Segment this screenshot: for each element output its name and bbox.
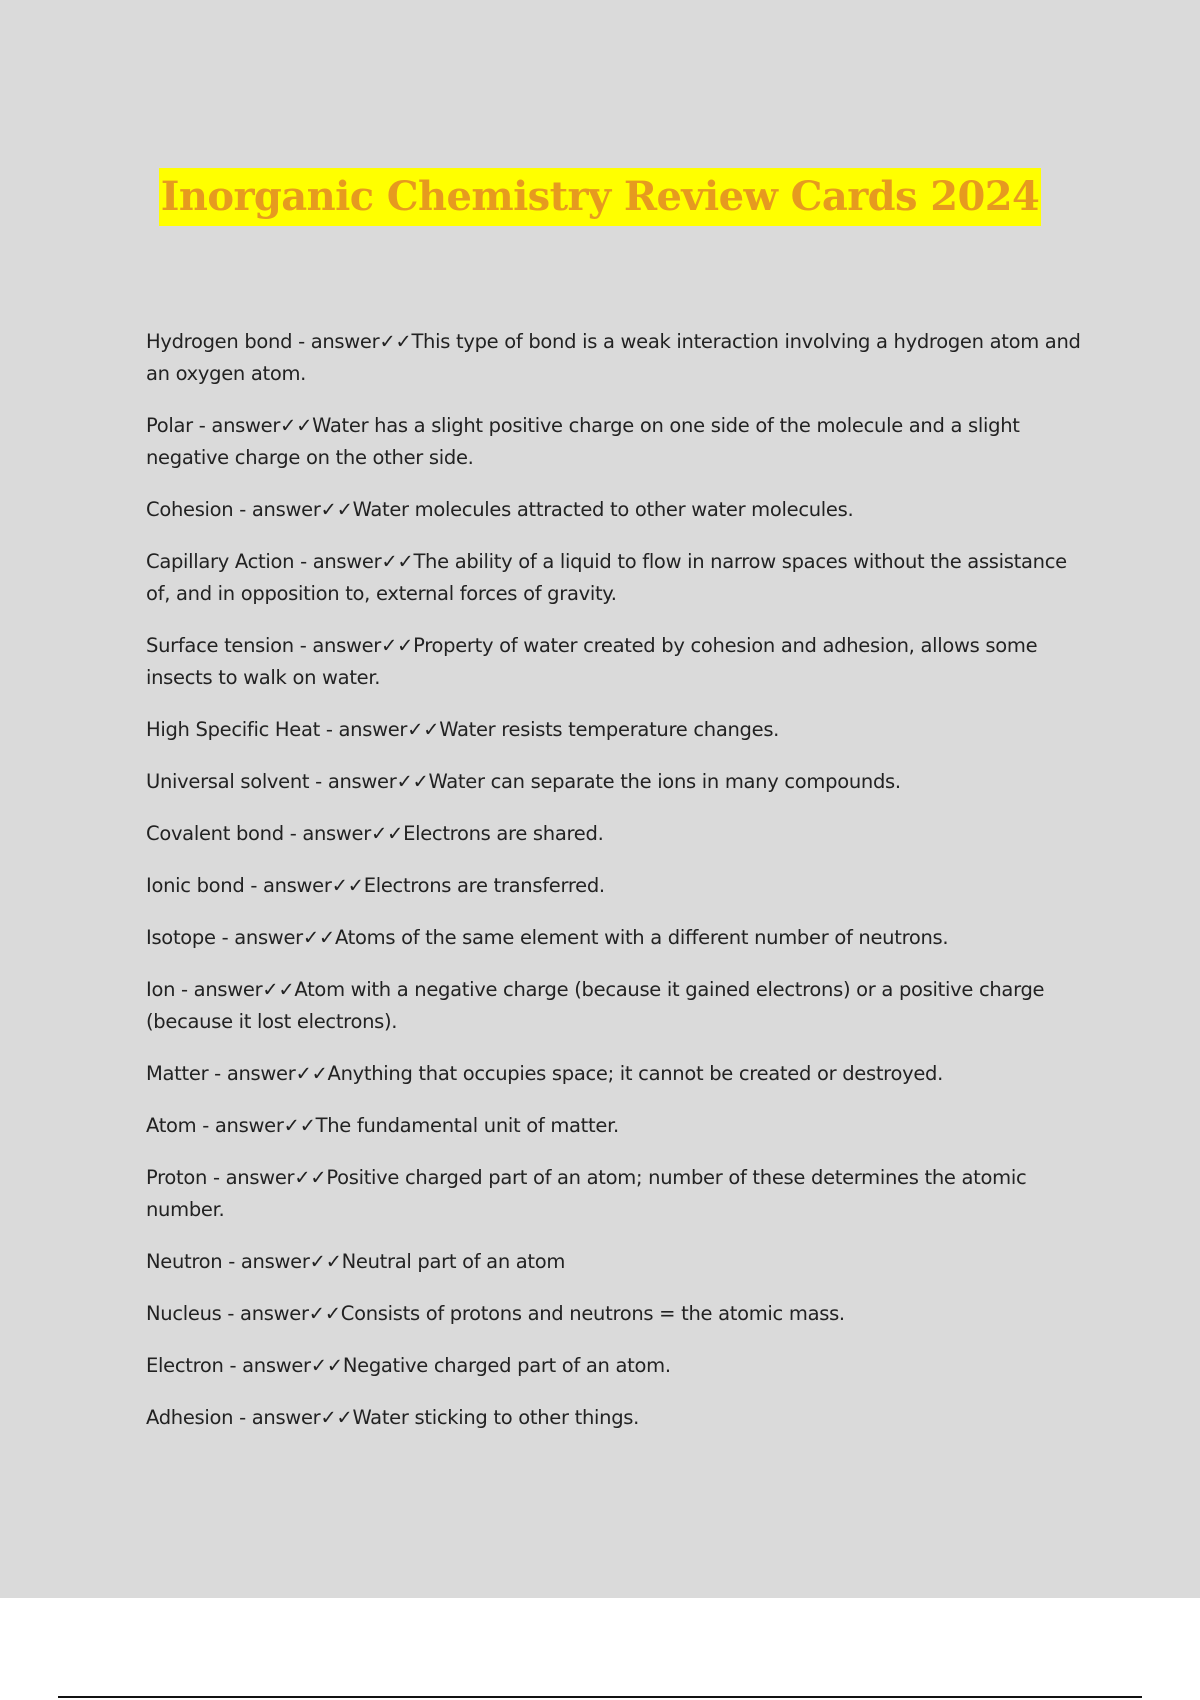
review-card-entry bbox=[146, 818, 1086, 850]
entry-answer: This type of bond is a weak interaction involving a hydrogen atom and an oxygen atom. bbox=[146, 330, 1081, 385]
entry-term: Nucleus bbox=[146, 1302, 222, 1325]
entry-term: Covalent bond bbox=[146, 822, 284, 845]
review-card-entry bbox=[146, 1162, 1086, 1226]
entry-separator: - answer✓✓ bbox=[192, 414, 313, 437]
review-card-entry bbox=[146, 1058, 1086, 1090]
review-card-entry bbox=[146, 1350, 1086, 1382]
entry-separator: - answer✓✓ bbox=[233, 498, 353, 521]
review-card-entry bbox=[146, 1402, 1086, 1434]
review-card-entry bbox=[146, 494, 1086, 526]
entry-term: Atom bbox=[146, 1114, 197, 1137]
entry-answer: Atom with a negative charge (because it gained electrons) or a positive charge (because it lost electrons). bbox=[146, 978, 1045, 1033]
entry-separator: - answer✓✓ bbox=[221, 1302, 341, 1325]
entry-term: Neutron bbox=[146, 1250, 223, 1273]
entry-separator: - answer✓✓ bbox=[283, 822, 404, 845]
review-card-entry bbox=[146, 1110, 1086, 1142]
entry-separator: - answer✓✓ bbox=[309, 770, 429, 793]
entry-separator: - answer✓✓ bbox=[208, 1062, 328, 1085]
entry-answer: Anything that occupies space; it cannot be created or destroyed. bbox=[327, 1062, 944, 1085]
entry-separator: - answer✓✓ bbox=[233, 1406, 353, 1429]
entry-term: Adhesion bbox=[146, 1406, 234, 1429]
review-card-entry bbox=[146, 766, 1086, 798]
entry-separator: - answer✓✓ bbox=[294, 550, 414, 573]
entry-answer: Water molecules attracted to other water molecules. bbox=[352, 498, 854, 521]
entry-separator: - answer✓✓ bbox=[244, 874, 364, 897]
entry-term: Proton bbox=[146, 1166, 208, 1189]
entry-term: Capillary Action bbox=[146, 550, 295, 573]
review-card-entry bbox=[146, 714, 1086, 746]
entry-term: Polar bbox=[146, 414, 193, 437]
entry-term: High Specific Heat bbox=[146, 718, 320, 741]
entry-term: Hydrogen bond bbox=[146, 330, 293, 353]
entry-answer: Water sticking to other things. bbox=[352, 1406, 640, 1429]
entry-answer: The ability of a liquid to flow in narrow spaces without the assistance of, and in opposition to, external forces of gravity. bbox=[146, 550, 1067, 605]
entry-term: Ion bbox=[146, 978, 176, 1001]
entry-separator: - answer✓✓ bbox=[222, 1250, 342, 1273]
entry-answer: Electrons are shared. bbox=[403, 822, 604, 845]
entry-answer: Water can separate the ions in many compounds. bbox=[428, 770, 901, 793]
entry-answer: The fundamental unit of matter. bbox=[315, 1114, 619, 1137]
page-title: Inorganic Chemistry Review Cards 2024 bbox=[159, 168, 1041, 226]
review-card-list bbox=[146, 326, 1086, 1454]
review-card-entry bbox=[146, 546, 1086, 610]
entry-separator: - answer✓✓ bbox=[215, 926, 335, 949]
entry-term: Universal solvent bbox=[146, 770, 310, 793]
entry-answer: Property of water created by cohesion and adhesion, allows some insects to walk on water. bbox=[146, 634, 1038, 689]
footer-divider bbox=[58, 1696, 1142, 1698]
entry-separator: - answer✓✓ bbox=[293, 634, 414, 657]
review-card-entry bbox=[146, 870, 1086, 902]
entry-separator: - answer✓✓ bbox=[207, 1166, 327, 1189]
entry-term: Electron bbox=[146, 1354, 224, 1377]
entry-term: Ionic bond bbox=[146, 874, 245, 897]
review-card-entry bbox=[146, 630, 1086, 694]
entry-answer: Positive charged part of an atom; number of these determines the atomic number. bbox=[146, 1166, 1027, 1221]
title-container bbox=[0, 168, 1200, 226]
entry-answer: Consists of protons and neutrons = the atomic mass. bbox=[340, 1302, 845, 1325]
entry-answer: Atoms of the same element with a different number of neutrons. bbox=[334, 926, 949, 949]
entry-answer: Water resists temperature changes. bbox=[439, 718, 780, 741]
entry-separator: - answer✓✓ bbox=[319, 718, 440, 741]
entry-answer: Negative charged part of an atom. bbox=[342, 1354, 671, 1377]
entry-term: Matter bbox=[146, 1062, 209, 1085]
entry-term: Cohesion bbox=[146, 498, 234, 521]
entry-separator: - answer✓✓ bbox=[292, 330, 412, 353]
entry-answer: Electrons are transferred. bbox=[363, 874, 605, 897]
entry-term: Surface tension bbox=[146, 634, 294, 657]
entry-separator: - answer✓✓ bbox=[196, 1114, 316, 1137]
entry-answer: Neutral part of an atom bbox=[341, 1250, 566, 1273]
entry-term: Isotope bbox=[146, 926, 216, 949]
entry-separator: - answer✓✓ bbox=[223, 1354, 343, 1377]
review-card-entry bbox=[146, 1246, 1086, 1278]
review-card-entry bbox=[146, 1298, 1086, 1330]
entry-answer: Water has a slight positive charge on one side of the molecule and a slight negative charge on the other side. bbox=[146, 414, 1020, 469]
entry-separator: - answer✓✓ bbox=[175, 978, 295, 1001]
review-card-entry bbox=[146, 922, 1086, 954]
review-card-entry bbox=[146, 974, 1086, 1038]
review-card-entry bbox=[146, 326, 1086, 390]
review-card-entry bbox=[146, 410, 1086, 474]
